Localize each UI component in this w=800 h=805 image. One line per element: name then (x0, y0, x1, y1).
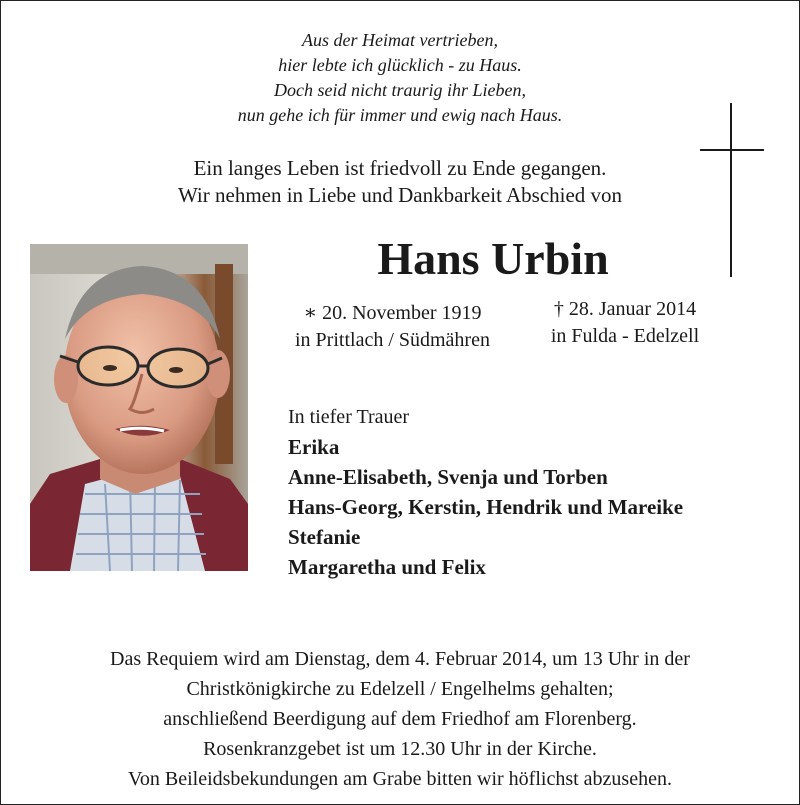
mourning-heading: In tiefer Trauer (288, 406, 410, 428)
birth-info (270, 300, 515, 354)
portrait-photo (30, 244, 248, 571)
death-place: in Fulda - Edelzell (550, 325, 700, 347)
birth-date: ∗ 20. November 1919 (303, 302, 482, 324)
mourner-name: Hans-Georg, Kerstin, Hendrik und Mareike (288, 495, 684, 519)
poem-line: Doch seid nicht traurig ihr Lieben, (274, 80, 526, 100)
death-info (530, 296, 720, 350)
funeral-details (0, 644, 800, 794)
footer-line: Christkönigkirche zu Edelzell / Engelhelms gehalten; (186, 678, 614, 700)
intro-line: Ein langes Leben ist friedvoll zu Ende gegangen. (193, 156, 607, 180)
mourner-name: Erika (288, 435, 340, 459)
intro-line: Wir nehmen in Liebe und Dankbarkeit Abschied von (177, 183, 623, 207)
mourner-name: Stefanie (288, 525, 361, 549)
poem-line: Aus der Heimat vertrieben, (302, 30, 498, 50)
footer-line: Rosenkranzgebet ist um 12.30 Uhr in der Kirche. (203, 738, 597, 760)
footer-line: Das Requiem wird am Dienstag, dem 4. Februar 2014, um 13 Uhr in der (110, 648, 690, 670)
cross-icon (730, 103, 732, 277)
cross-icon-bar (700, 149, 764, 151)
mourner-name: Margaretha und Felix (288, 555, 486, 579)
poem-line: hier lebte ich glücklich - zu Haus. (278, 55, 522, 75)
mourners (288, 404, 683, 582)
poem-line: nun gehe ich für immer und ewig nach Haus. (237, 105, 563, 125)
birth-place: in Prittlach / Südmähren (295, 329, 490, 351)
footer-line: Von Beileidsbekundungen am Grabe bitten wir höflichst abzusehen. (128, 768, 672, 790)
poem (0, 28, 800, 128)
footer-line: anschließend Beerdigung auf dem Friedhof am Florenberg. (163, 708, 637, 730)
death-date: † 28. Januar 2014 (553, 298, 697, 320)
mourner-name: Anne-Elisabeth, Svenja und Torben (288, 465, 608, 489)
deceased-name: Hans Urbin (377, 233, 609, 284)
intro-text (0, 155, 800, 209)
